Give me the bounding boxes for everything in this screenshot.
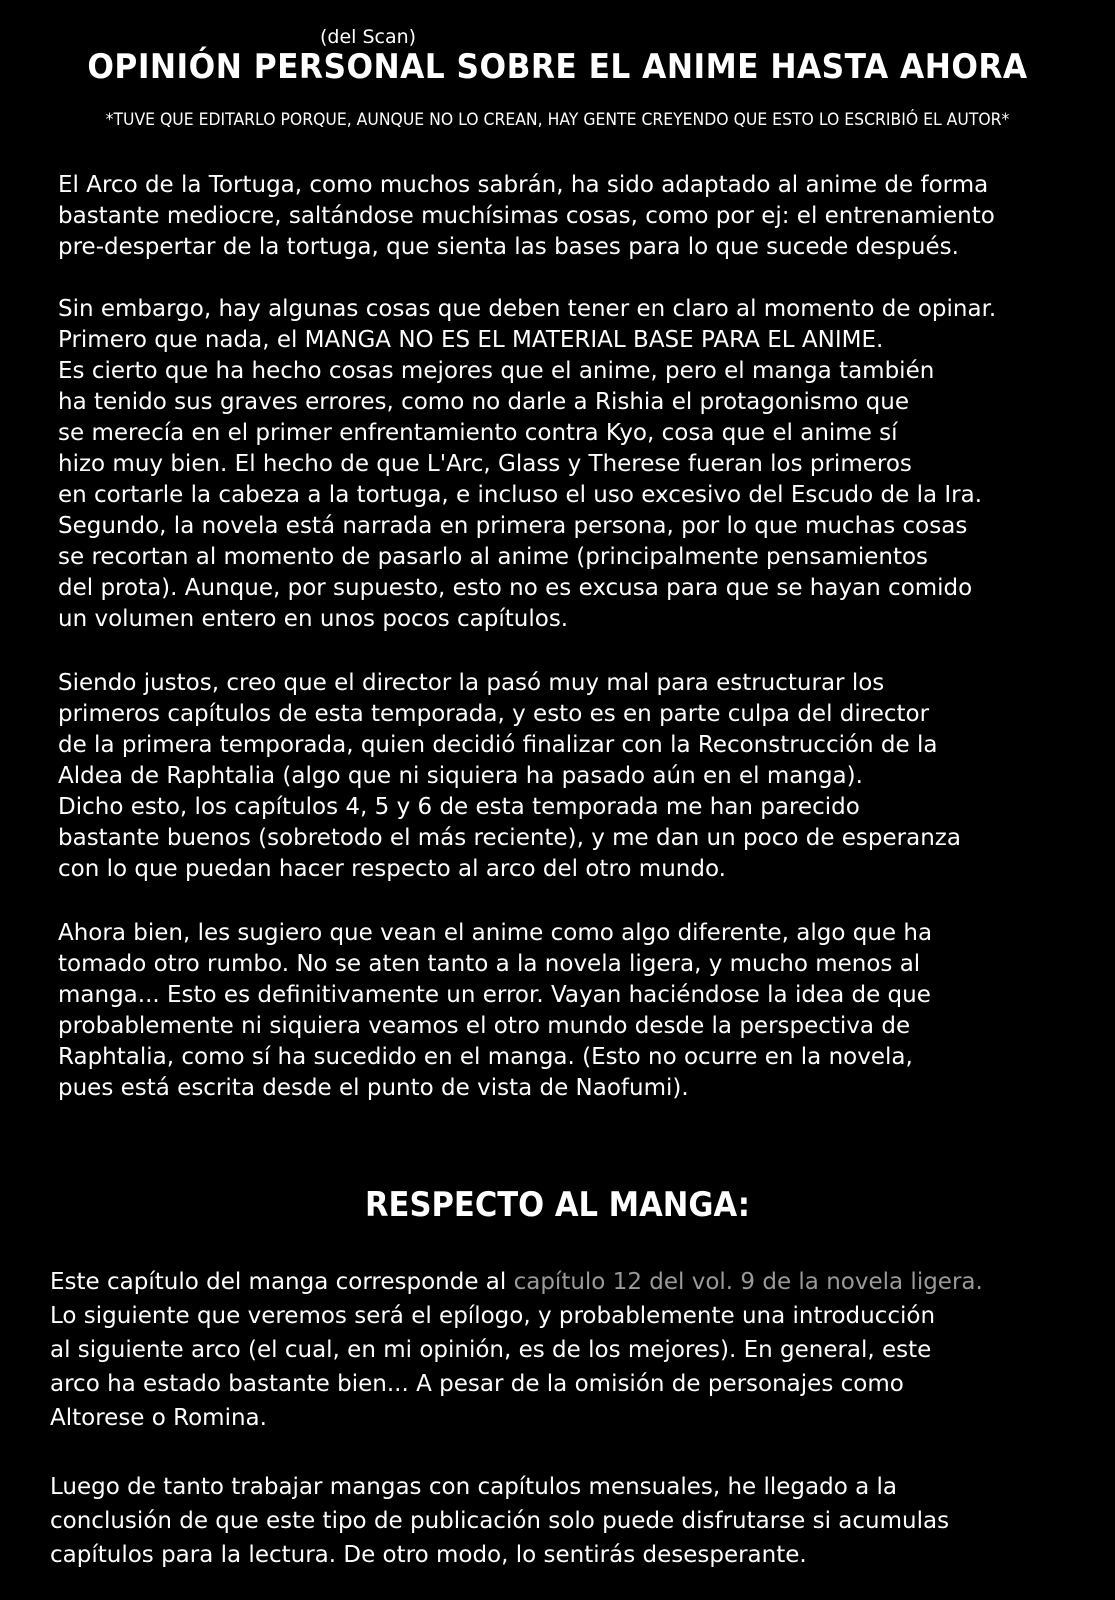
text-line: se merecía en el primer enfrentamiento contra Kyo, cosa que el anime sí xyxy=(58,420,898,446)
text-line: tomado otro rumbo. No se aten tanto a la novela ligera, y mucho menos al xyxy=(58,951,921,977)
text-line: de la primera temporada, quien decidió finalizar con la Reconstrucción de la xyxy=(58,732,938,758)
scan-note: (del Scan) xyxy=(320,26,417,48)
text-line: un volumen entero en unos pocos capítulos. xyxy=(58,606,569,632)
text-line: del prota). Aunque, por supuesto, esto no es excusa para que se hayan comido xyxy=(58,575,973,601)
text-line: pues está escrita desde el punto de vista de Naofumi). xyxy=(58,1075,689,1101)
text-line: Siendo justos, creo que el director la pasó muy mal para estructurar los xyxy=(58,670,885,696)
text-line: bastante buenos (sobretodo el más reciente), y me dan un poco de esperanza xyxy=(58,825,961,851)
text-line: se recortan al momento de pasarlo al anime (principalmente pensamientos xyxy=(58,544,929,570)
text-line: con lo que puedan hacer respecto al arco del otro mundo. xyxy=(58,856,726,882)
text-line: El Arco de la Tortuga, como muchos sabrán, ha sido adaptado al anime de forma xyxy=(58,172,989,198)
anime-paragraph-2 xyxy=(58,294,996,635)
text-line: Luego de tanto trabajar mangas con capítulos mensuales, he llegado a la xyxy=(50,1474,898,1500)
page-title: OPINIÓN PERSONAL SOBRE EL ANIME HASTA AHORA xyxy=(87,47,1028,87)
text-line: conclusión de que este tipo de publicación solo puede disfrutarse si acumulas xyxy=(50,1508,950,1534)
text-line: probablemente ni siquiera veamos el otro mundo desde la perspectiva de xyxy=(58,1013,911,1039)
anime-paragraph-3 xyxy=(58,668,961,885)
text-line: Segundo, la novela está narrada en primera persona, por lo que muchas cosas xyxy=(58,513,968,539)
text-line: capítulos para la lectura. De otro modo, lo sentirás desesperante. xyxy=(50,1542,807,1568)
text-line: Es cierto que ha hecho cosas mejores que el anime, pero el manga también xyxy=(58,358,935,384)
text-line: Aldea de Raphtalia (algo que ni siquiera ha pasado aún en el manga). xyxy=(58,763,863,789)
text-line: en cortarle la cabeza a la tortuga, e incluso el uso excesivo del Escudo de la Ira. xyxy=(58,482,983,508)
text-line: hizo muy bien. El hecho de que L'Arc, Glass y Therese fueran los primeros xyxy=(58,451,912,477)
text-line: primeros capítulos de esta temporada, y esto es en parte culpa del director xyxy=(58,701,930,727)
anime-paragraph-1 xyxy=(58,170,995,263)
text-line xyxy=(50,1265,983,1299)
text-line: Primero que nada, el MANGA NO ES EL MATERIAL BASE PARA EL ANIME. xyxy=(58,327,884,353)
text-line: manga... Esto es definitivamente un error. Vayan haciéndose la idea de que xyxy=(58,982,931,1008)
text-line: ha tenido sus graves errores, como no darle a Rishia el protagonismo que xyxy=(58,389,910,415)
manga-paragraph-2 xyxy=(50,1470,949,1572)
text-line: al siguiente arco (el cual, en mi opinión, es de los mejores). En general, este xyxy=(50,1337,932,1363)
page-subtitle: *TUVE QUE EDITARLO PORQUE, AUNQUE NO LO CREAN, HAY GENTE CREYENDO QUE ESTO LO ESCRIBIÓ EL AUTOR* xyxy=(105,110,1010,130)
text-line: Dicho esto, los capítulos 4, 5 y 6 de esta temporada me han parecido xyxy=(58,794,860,820)
text-line: arco ha estado bastante bien... A pesar de la omisión de personajes como xyxy=(50,1371,904,1397)
text-line: Lo siguiente que veremos será el epílogo, y probablemente una introducción xyxy=(50,1303,936,1329)
manga-paragraph-1 xyxy=(50,1265,983,1435)
text-line: pre-despertar de la tortuga, que sienta las bases para lo que sucede después. xyxy=(58,234,959,260)
text-line: Sin embargo, hay algunas cosas que deben tener en claro al momento de opinar. xyxy=(58,296,997,322)
text-line: Altorese o Romina. xyxy=(50,1405,267,1431)
text-line: bastante mediocre, saltándose muchísimas cosas, como por ej: el entrenamiento xyxy=(58,203,995,229)
manga-section-title: RESPECTO AL MANGA: xyxy=(364,1185,751,1225)
text-line: Ahora bien, les sugiero que vean el anime como algo diferente, algo que ha xyxy=(58,920,933,946)
novel-chapter-link[interactable]: capítulo 12 del vol. 9 de la novela ligera. xyxy=(513,1269,983,1295)
anime-paragraph-4 xyxy=(58,918,932,1104)
text-line: Raphtalia, como sí ha sucedido en el manga. (Esto no ocurre en la novela, xyxy=(58,1044,913,1070)
line-prefix: Este capítulo del manga corresponde al xyxy=(50,1269,514,1295)
